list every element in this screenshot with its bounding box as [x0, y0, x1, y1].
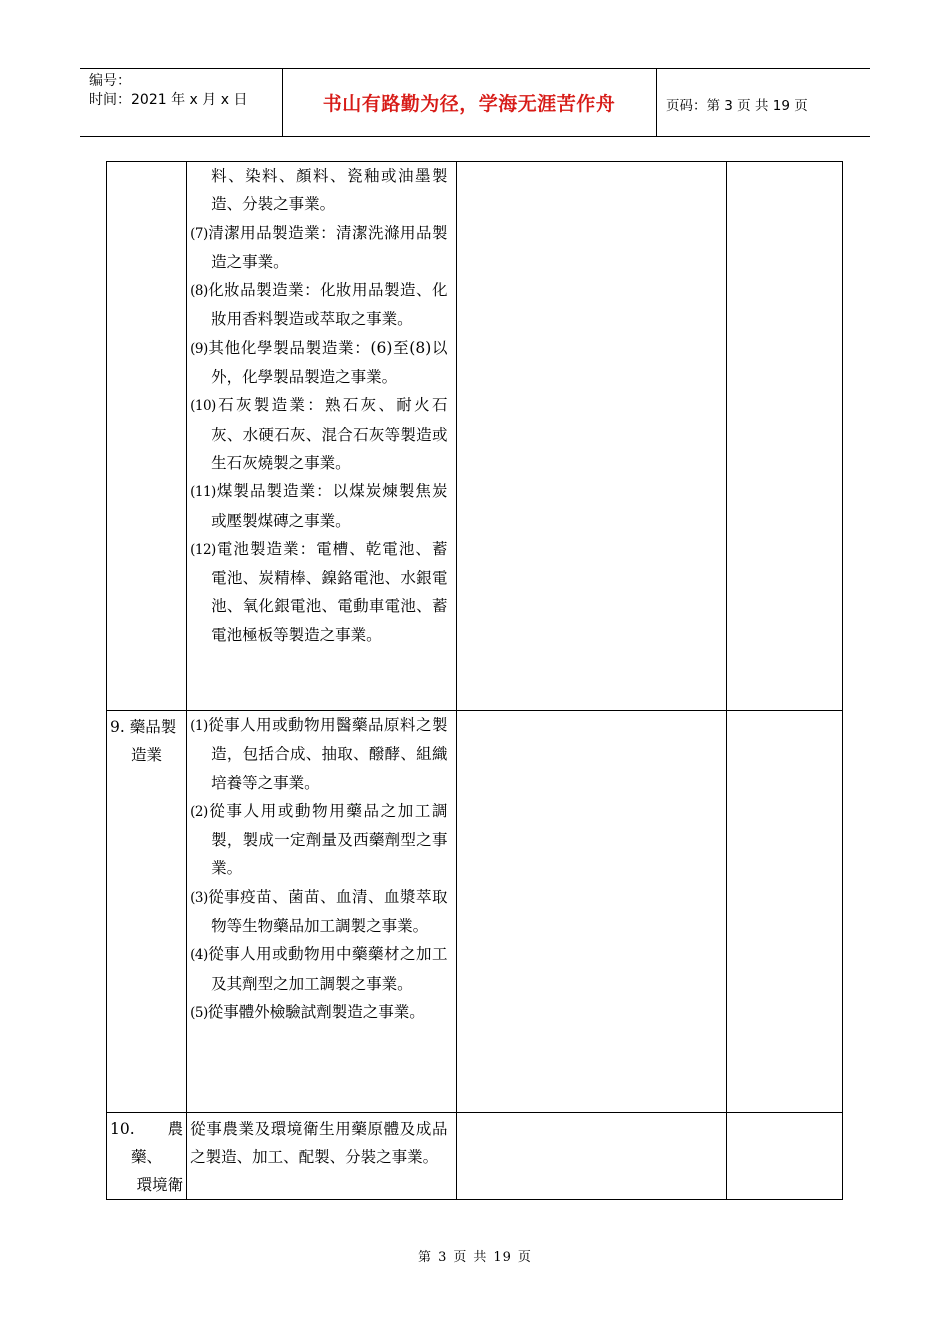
description-cell	[187, 711, 457, 1113]
header-page-info: 页码：第 3 页 共 19 页	[666, 98, 808, 114]
category-label: 藥、	[131, 1148, 163, 1166]
category-cell	[107, 162, 187, 711]
empty-cell	[457, 1113, 726, 1200]
item-text: 從事人用或動物用藥品之加工調製，製成一定劑量及西藥劑型之事業。	[207, 801, 448, 878]
description-cell	[187, 1113, 457, 1200]
list-item	[190, 711, 447, 797]
item-number: (7)	[190, 225, 208, 242]
item-number: (9)	[190, 340, 208, 357]
item-number: (5)	[190, 1004, 208, 1021]
item-text: 從事體外檢驗試劑製造之事業。	[207, 1002, 425, 1021]
footer-text: 第	[418, 1250, 433, 1265]
item-number: (12)	[190, 541, 216, 558]
item-text: 從事人用或動物用中藥藥材之加工及其劑型之加工調製之事業。	[207, 945, 448, 993]
category-cell	[107, 711, 187, 1113]
item-text: 清潔用品製造業：清潔洗滌用品製造之事業。	[207, 223, 448, 271]
list-item	[190, 998, 447, 1027]
table-row	[107, 711, 843, 1113]
item-text: 煤製品製造業：以煤炭煉製焦炭或壓製煤磚之事業。	[211, 482, 448, 530]
category-label: 環境衛	[136, 1176, 184, 1194]
description-list	[187, 162, 456, 653]
list-item	[190, 940, 447, 998]
item-number: (3)	[190, 889, 208, 906]
category-number: 10.	[110, 1120, 135, 1138]
item-text: 石灰製造業：熟石灰、耐火石灰、水硬石灰、混合石灰等製造或生石灰燒製之事業。	[211, 396, 448, 472]
item-number: (4)	[190, 947, 208, 964]
list-item	[190, 334, 447, 392]
list-item	[190, 883, 447, 941]
list-item	[190, 219, 447, 277]
empty-cell	[726, 711, 842, 1113]
list-item	[190, 477, 447, 535]
item-number: (1)	[190, 718, 208, 734]
category-label: 造業	[131, 746, 163, 764]
description-list	[187, 711, 456, 1031]
item-text: 從事農業及環境衛生用藥原體及成品之製造、加工、配製、分裝之事業。	[190, 1120, 448, 1167]
item-text: 料、染料、顏料、瓷釉或油墨製造、分裝之事業。	[211, 167, 448, 214]
header-divider	[656, 69, 657, 136]
empty-cell	[457, 162, 726, 711]
list-item	[190, 276, 447, 334]
empty-cell	[457, 711, 726, 1113]
list-item	[190, 162, 447, 219]
industry-table	[106, 161, 843, 1200]
list-item	[190, 391, 447, 477]
item-text: 從事疫苗、菌苗、血清、血漿萃取物等生物藥品加工調製之事業。	[207, 887, 448, 936]
item-number: (11)	[190, 484, 216, 501]
document-date-label: 时间：2021 年 x 月 x 日	[89, 92, 248, 108]
category-label: 農	[167, 1120, 184, 1138]
table-row	[107, 1113, 843, 1200]
item-number: (2)	[190, 803, 208, 820]
item-number: (8)	[190, 283, 208, 300]
table-row	[107, 162, 843, 711]
item-text: 化妝品製造業：化妝用品製造、化妝用香料製造或萃取之事業。	[207, 281, 448, 329]
description-cell	[187, 162, 457, 711]
header-motto: 书山有路勤为径，学海无涯苦作舟	[322, 93, 616, 115]
list-item	[190, 535, 447, 649]
empty-cell	[726, 162, 842, 711]
page-footer	[0, 1246, 950, 1265]
footer-text: 页	[517, 1250, 532, 1265]
item-text: 其他化學製品製造業：(6)至(8)以外，化學製品製造之事業。	[207, 338, 448, 387]
item-number: (10)	[190, 398, 216, 415]
item-text: 從事人用或動物用醫藥品原料之製造，包括合成、抽取、醱酵、組織培養等之事業。	[207, 716, 448, 792]
category-cell	[107, 1113, 187, 1200]
header-meta	[89, 72, 247, 110]
list-item	[190, 797, 447, 883]
page-header	[80, 68, 870, 137]
empty-cell	[726, 1113, 842, 1200]
footer-page-number: 3	[438, 1250, 448, 1265]
footer-total-pages: 19	[493, 1250, 512, 1265]
footer-text: 页	[453, 1250, 468, 1265]
item-text: 電池製造業：電槽、乾電池、蓄電池、炭精棒、鎳鉻電池、水銀電池、氧化銀電池、電動車電池、蓄電池極板等製造之事業。	[211, 539, 448, 644]
document-number-label: 编号：	[89, 73, 131, 89]
footer-text: 共	[473, 1250, 488, 1265]
category-label: 9. 藥品製	[110, 718, 177, 736]
